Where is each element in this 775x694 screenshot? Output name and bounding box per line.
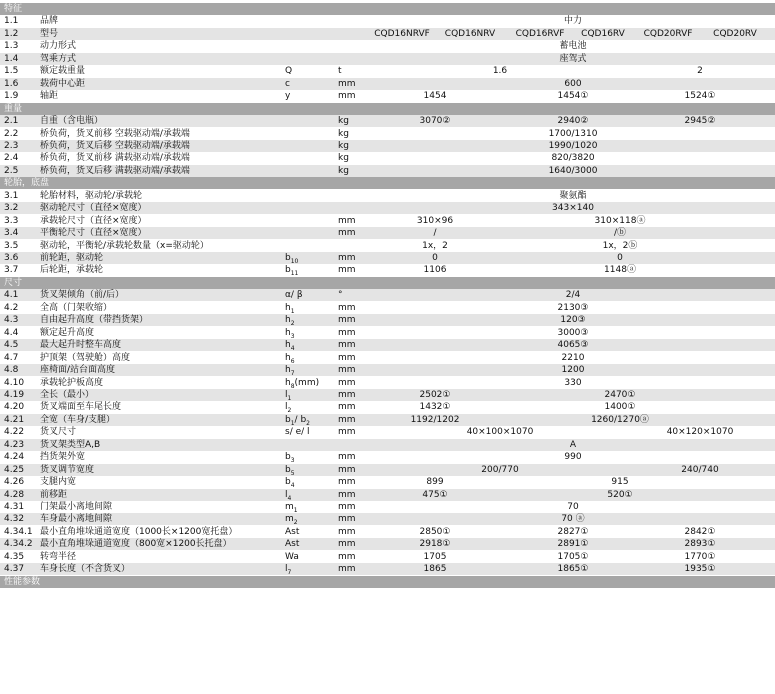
value-cell: 520① bbox=[607, 489, 633, 500]
unit: ° bbox=[338, 290, 343, 301]
section-header bbox=[0, 3, 775, 15]
value-cell: 70 ⓐ bbox=[561, 514, 585, 525]
unit: mm bbox=[338, 315, 356, 326]
row-number: 4.20 bbox=[4, 402, 25, 413]
value-cell: CQD20RV bbox=[713, 28, 757, 39]
spec-row bbox=[0, 439, 775, 451]
feature-label: 桥负荷，货叉前移 满载驱动端/承载端 bbox=[40, 153, 190, 164]
spec-row bbox=[0, 240, 775, 252]
feature-label: 型号 bbox=[40, 28, 59, 39]
value-cell: /ⓑ bbox=[613, 228, 627, 239]
symbol bbox=[285, 526, 299, 538]
spec-row bbox=[0, 352, 775, 364]
symbol-main: b bbox=[285, 265, 291, 276]
symbol-main: Q bbox=[285, 66, 293, 77]
unit: mm bbox=[338, 502, 356, 512]
unit: mm bbox=[338, 526, 356, 537]
value-cell: 40×120×1070 bbox=[666, 427, 734, 438]
symbol-main: c bbox=[285, 78, 290, 89]
spec-row bbox=[0, 377, 775, 389]
row-number: 3.1 bbox=[4, 190, 19, 201]
spec-row bbox=[0, 264, 775, 276]
feature-label: 驱动轮尺寸（直径×宽度） bbox=[40, 203, 147, 214]
row-number: 4.34.2 bbox=[4, 539, 33, 550]
value-cell: 1x，2ⓑ bbox=[602, 240, 638, 251]
unit: mm bbox=[338, 253, 356, 263]
symbol-main: b bbox=[285, 452, 291, 463]
row-number: 3.2 bbox=[4, 203, 19, 214]
value-cell: 1260/1270ⓐ bbox=[591, 414, 649, 425]
unit: mm bbox=[338, 265, 356, 276]
symbol-subscript: 3 bbox=[290, 456, 295, 464]
value-cell: 1705 bbox=[423, 551, 447, 562]
value-cell: 310×96 bbox=[416, 215, 454, 226]
unit: mm bbox=[338, 389, 356, 400]
feature-label: 桥负荷，货叉后移 满载驱动端/承载端 bbox=[40, 165, 190, 176]
value-cell: 3070② bbox=[419, 116, 451, 127]
spec-row bbox=[0, 252, 775, 264]
symbol-subscript: 4 bbox=[287, 494, 292, 502]
row-number: 3.7 bbox=[4, 265, 19, 276]
feature-label: 护顶架（驾驶舱）高度 bbox=[40, 352, 131, 363]
value-cell: 1770① bbox=[684, 551, 716, 562]
spec-row bbox=[0, 15, 775, 27]
value-cell: 1865 bbox=[423, 564, 447, 575]
symbol-subscript: 11 bbox=[290, 270, 299, 278]
feature-label: 门架最小离地间隙 bbox=[40, 502, 113, 512]
value-cell: 475① bbox=[422, 489, 448, 500]
value-cell: 1935① bbox=[684, 564, 716, 575]
unit: kg bbox=[338, 165, 349, 176]
feature-label: 载荷中心距 bbox=[40, 78, 86, 89]
feature-label: 车身长度（不含货叉） bbox=[40, 564, 131, 575]
section-title: 性能参数 bbox=[4, 576, 41, 587]
feature-label: 额定载重量 bbox=[40, 66, 86, 77]
spec-row bbox=[0, 53, 775, 65]
value-cell: 330 bbox=[564, 377, 582, 388]
feature-label: 承载轮尺寸（直径×宽度） bbox=[40, 215, 147, 226]
unit: mm bbox=[338, 215, 356, 226]
unit: mm bbox=[338, 327, 356, 338]
spec-row bbox=[0, 426, 775, 438]
value-cell: 聚氨酯 bbox=[559, 190, 587, 201]
symbol-main: Ast bbox=[285, 526, 300, 537]
feature-label: 前移距 bbox=[40, 489, 68, 500]
value-cell: 2502① bbox=[419, 389, 451, 400]
row-number: 1.4 bbox=[4, 53, 19, 64]
spec-row bbox=[0, 513, 775, 525]
feature-label: 额定起升高度 bbox=[40, 327, 95, 338]
spec-row bbox=[0, 289, 775, 301]
value-cell: 2470① bbox=[604, 389, 636, 400]
value-cell: CQD16RV bbox=[581, 28, 625, 39]
section-title: 轮胎，底盘 bbox=[4, 178, 50, 189]
section-header bbox=[0, 277, 775, 289]
spec-row bbox=[0, 476, 775, 488]
spec-row bbox=[0, 364, 775, 376]
symbol-main: h bbox=[285, 352, 291, 363]
spec-row bbox=[0, 389, 775, 401]
symbol-subscript: 10 bbox=[290, 257, 299, 265]
unit: kg bbox=[338, 140, 349, 151]
symbol-main: h bbox=[285, 340, 291, 351]
feature-label: 桥负荷，货叉后移 空载驱动端/承载端 bbox=[40, 140, 190, 151]
feature-label: 货叉调节宽度 bbox=[40, 464, 95, 475]
row-number: 2.2 bbox=[4, 128, 19, 139]
symbol-main: h bbox=[285, 302, 291, 313]
value-cell: 2893① bbox=[684, 539, 716, 550]
spec-row bbox=[0, 489, 775, 501]
spec-row bbox=[0, 538, 775, 550]
row-number: 2.5 bbox=[4, 165, 19, 176]
row-number: 1.3 bbox=[4, 41, 19, 52]
unit: mm bbox=[338, 452, 356, 463]
value-cell: 1.6 bbox=[492, 66, 508, 77]
symbol bbox=[285, 538, 299, 550]
row-number: 3.6 bbox=[4, 253, 19, 263]
symbol-subscript: 1 bbox=[293, 506, 298, 514]
symbol-subscript: 8 bbox=[290, 382, 295, 390]
spec-row bbox=[0, 115, 775, 127]
row-number: 1.5 bbox=[4, 66, 19, 77]
symbol-main: m bbox=[285, 502, 294, 512]
row-number: 4.2 bbox=[4, 302, 19, 313]
row-number: 4.28 bbox=[4, 489, 25, 500]
spec-row bbox=[0, 526, 775, 538]
feature-label: 全高（门架收缩） bbox=[40, 302, 113, 313]
row-number: 2.4 bbox=[4, 153, 19, 164]
symbol-second: / b bbox=[294, 414, 307, 425]
value-cell: 600 bbox=[564, 78, 582, 89]
feature-label: 座椅面/站台面高度 bbox=[40, 365, 116, 376]
unit: mm bbox=[338, 340, 356, 351]
spec-row bbox=[0, 227, 775, 239]
feature-label: 承载轮护板高度 bbox=[40, 377, 104, 388]
section-header bbox=[0, 576, 775, 588]
value-cell: 2 bbox=[697, 66, 703, 77]
row-number: 4.23 bbox=[4, 439, 25, 450]
section-title: 重量 bbox=[4, 103, 23, 114]
row-number: 4.31 bbox=[4, 502, 25, 512]
symbol bbox=[285, 78, 290, 90]
symbol-main: Wa bbox=[285, 551, 299, 562]
symbol-main: b bbox=[285, 477, 291, 488]
section-header bbox=[0, 177, 775, 189]
symbol-subscript: 6 bbox=[290, 357, 295, 365]
value-cell: 2842① bbox=[684, 526, 716, 537]
unit: mm bbox=[338, 91, 356, 102]
spec-row bbox=[0, 551, 775, 563]
symbol-subscript: 1 bbox=[290, 419, 295, 427]
feature-label: 轴距 bbox=[40, 91, 59, 102]
symbol-subscript: 7 bbox=[290, 369, 295, 377]
unit: mm bbox=[338, 402, 356, 413]
value-cell: 915 bbox=[611, 477, 629, 488]
section-title: 特征 bbox=[4, 4, 23, 14]
row-number: 4.10 bbox=[4, 377, 25, 388]
row-number: 4.32 bbox=[4, 514, 25, 525]
value-cell: / bbox=[433, 228, 437, 239]
value-cell: 70 bbox=[567, 502, 579, 512]
unit: mm bbox=[338, 302, 356, 313]
symbol-main: h bbox=[285, 327, 291, 338]
unit: mm bbox=[338, 514, 356, 525]
symbol-subscript: 3 bbox=[290, 332, 295, 340]
row-number: 4.1 bbox=[4, 290, 19, 301]
row-number: 4.5 bbox=[4, 340, 19, 351]
spec-row bbox=[0, 28, 775, 40]
row-number: 1.1 bbox=[4, 16, 19, 27]
value-cell: 40×100×1070 bbox=[466, 427, 534, 438]
symbol-suffix: (mm) bbox=[294, 377, 320, 388]
row-number: 4.8 bbox=[4, 365, 19, 376]
row-number: 4.22 bbox=[4, 427, 25, 438]
unit: mm bbox=[338, 564, 356, 575]
row-number: 4.25 bbox=[4, 464, 25, 475]
spec-row bbox=[0, 501, 775, 513]
value-cell: 2827① bbox=[557, 526, 589, 537]
symbol bbox=[285, 90, 290, 102]
spec-row bbox=[0, 563, 775, 575]
value-cell: 中力 bbox=[563, 16, 583, 27]
symbol-subscript: 2 bbox=[290, 320, 295, 328]
unit: mm bbox=[338, 551, 356, 562]
value-cell: 0 bbox=[617, 253, 623, 263]
symbol-main: l bbox=[285, 489, 288, 500]
value-cell: 1106 bbox=[423, 265, 447, 276]
value-cell: 2/4 bbox=[565, 290, 581, 301]
symbol-main: h bbox=[285, 365, 291, 376]
symbol-subscript: 2 bbox=[287, 407, 292, 415]
value-cell: 343×140 bbox=[552, 203, 594, 214]
value-cell: CQD20RVF bbox=[643, 28, 693, 39]
unit: mm bbox=[338, 352, 356, 363]
value-cell: 1990/1020 bbox=[548, 140, 598, 151]
symbol-main: b bbox=[285, 464, 291, 475]
row-number: 4.26 bbox=[4, 477, 25, 488]
value-cell: 990 bbox=[564, 452, 582, 463]
value-cell: 蓄电池 bbox=[559, 41, 587, 52]
symbol-main: Ast bbox=[285, 539, 300, 550]
feature-label: 驱动轮，平衡轮/承载轮数量（x=驱动轮） bbox=[40, 240, 209, 251]
symbol-subscript: 5 bbox=[290, 469, 295, 477]
value-cell: 1x，2 bbox=[422, 240, 448, 251]
value-cell: 2210 bbox=[561, 352, 585, 363]
unit: t bbox=[338, 66, 342, 77]
symbol-main: h bbox=[285, 377, 291, 388]
spec-row bbox=[0, 414, 775, 426]
value-cell: 1705① bbox=[557, 551, 589, 562]
spec-row bbox=[0, 152, 775, 164]
symbol-subscript: 2 bbox=[293, 519, 298, 527]
feature-label: 动力形式 bbox=[40, 41, 77, 52]
unit: mm bbox=[338, 489, 356, 500]
value-cell: 2891① bbox=[557, 539, 589, 550]
value-cell: 2945② bbox=[684, 116, 716, 127]
row-number: 1.6 bbox=[4, 78, 19, 89]
feature-label: 货叉架类型A,B bbox=[40, 439, 101, 450]
value-cell: 820/3820 bbox=[551, 153, 595, 164]
symbol-main: l bbox=[285, 402, 288, 413]
unit: mm bbox=[338, 539, 356, 550]
spec-row bbox=[0, 40, 775, 52]
row-number: 1.2 bbox=[4, 28, 19, 39]
symbol-main: m bbox=[285, 514, 294, 525]
value-cell: 200/770 bbox=[481, 464, 519, 475]
unit: kg bbox=[338, 128, 349, 139]
symbol-main: s/ e/ l bbox=[285, 427, 310, 438]
value-cell: 座驾式 bbox=[559, 53, 587, 64]
spec-row bbox=[0, 451, 775, 463]
row-number: 4.4 bbox=[4, 327, 19, 338]
value-cell: 2918① bbox=[419, 539, 451, 550]
spec-row bbox=[0, 190, 775, 202]
feature-label: 转弯半径 bbox=[40, 551, 77, 562]
value-cell: CQD16RVF bbox=[515, 28, 565, 39]
feature-label: 最小直角堆垛通道宽度（800宽×1200长托盘） bbox=[40, 539, 232, 550]
unit: kg bbox=[338, 153, 349, 164]
value-cell: 1432① bbox=[419, 402, 451, 413]
symbol-main: l bbox=[285, 564, 288, 575]
row-number: 3.3 bbox=[4, 215, 19, 226]
value-cell: 2130③ bbox=[557, 302, 589, 313]
symbol bbox=[285, 426, 310, 438]
row-number: 4.37 bbox=[4, 564, 25, 575]
symbol-main: l bbox=[285, 389, 288, 400]
row-number: 2.1 bbox=[4, 116, 19, 127]
spec-row bbox=[0, 327, 775, 339]
unit: mm bbox=[338, 477, 356, 488]
row-number: 2.3 bbox=[4, 140, 19, 151]
value-cell: CQD16NRVF bbox=[374, 28, 430, 39]
feature-label: 全宽（车身/支腿） bbox=[40, 414, 116, 425]
spec-row bbox=[0, 140, 775, 152]
value-cell: 1700/1310 bbox=[548, 128, 598, 139]
symbol-subscript: 2 bbox=[306, 419, 310, 427]
value-cell: 1192/1202 bbox=[410, 414, 460, 425]
row-number: 4.7 bbox=[4, 352, 19, 363]
unit: mm bbox=[338, 78, 356, 89]
symbol-subscript: 1 bbox=[287, 394, 292, 402]
symbol bbox=[285, 289, 303, 301]
spec-row bbox=[0, 165, 775, 177]
spec-row bbox=[0, 78, 775, 90]
feature-label: 最小直角堆垛通道宽度（1000长×1200宽托盘） bbox=[40, 526, 238, 537]
row-number: 4.34.1 bbox=[4, 526, 33, 537]
spec-row bbox=[0, 202, 775, 214]
symbol-main: b bbox=[285, 414, 291, 425]
feature-label: 驾乘方式 bbox=[40, 53, 77, 64]
value-cell: 1200 bbox=[561, 365, 585, 376]
unit: mm bbox=[338, 377, 356, 388]
value-cell: 4065③ bbox=[557, 340, 589, 351]
feature-label: 货叉架倾角（前/后） bbox=[40, 290, 125, 301]
value-cell: 3000③ bbox=[557, 327, 589, 338]
spec-row bbox=[0, 90, 775, 102]
feature-label: 自重（含电瓶） bbox=[40, 116, 104, 127]
value-cell: 1865① bbox=[557, 564, 589, 575]
value-cell: 2850① bbox=[419, 526, 451, 537]
row-number: 3.5 bbox=[4, 240, 19, 251]
feature-label: 桥负荷，货叉前移 空载驱动端/承载端 bbox=[40, 128, 190, 139]
symbol-subscript: 1 bbox=[290, 307, 295, 315]
symbol bbox=[285, 65, 292, 77]
spec-row bbox=[0, 401, 775, 413]
symbol-subscript: 7 bbox=[287, 569, 292, 577]
spec-row bbox=[0, 302, 775, 314]
row-number: 4.24 bbox=[4, 452, 25, 463]
feature-label: 全长（最小） bbox=[40, 389, 95, 400]
section-header bbox=[0, 103, 775, 115]
row-number: 3.4 bbox=[4, 228, 19, 239]
symbol-main: b bbox=[285, 253, 291, 263]
value-cell: 1148ⓐ bbox=[604, 265, 636, 276]
feature-label: 品牌 bbox=[40, 16, 59, 27]
row-number: 1.9 bbox=[4, 91, 19, 102]
value-cell: CQD16NRV bbox=[444, 28, 496, 39]
spec-row bbox=[0, 339, 775, 351]
feature-label: 后轮距，承载轮 bbox=[40, 265, 104, 276]
feature-label: 支腿内宽 bbox=[40, 477, 77, 488]
symbol-main: α/ β bbox=[285, 290, 303, 301]
value-cell: 120③ bbox=[560, 315, 586, 326]
feature-label: 货叉端面至车尾长度 bbox=[40, 402, 122, 413]
spec-row bbox=[0, 65, 775, 77]
symbol bbox=[285, 551, 299, 563]
value-cell: A bbox=[569, 439, 577, 450]
value-cell: 1640/3000 bbox=[548, 165, 598, 176]
unit: mm bbox=[338, 365, 356, 376]
symbol-subscript: 4 bbox=[290, 481, 295, 489]
unit: mm bbox=[338, 414, 356, 425]
row-number: 4.3 bbox=[4, 315, 19, 326]
unit: mm bbox=[338, 464, 356, 475]
symbol-main: y bbox=[285, 91, 291, 102]
row-number: 4.35 bbox=[4, 551, 25, 562]
feature-label: 轮胎材料，驱动轮/承载轮 bbox=[40, 190, 143, 201]
feature-label: 前轮距，驱动轮 bbox=[40, 253, 104, 263]
feature-label: 车身最小离地间隙 bbox=[40, 514, 113, 525]
spec-row bbox=[0, 464, 775, 476]
value-cell: 240/740 bbox=[681, 464, 719, 475]
spec-row bbox=[0, 314, 775, 326]
value-cell: 1400① bbox=[604, 402, 636, 413]
spec-row bbox=[0, 128, 775, 140]
feature-label: 货叉尺寸 bbox=[40, 427, 77, 438]
value-cell: 2940② bbox=[557, 116, 589, 127]
feature-label: 最大起升时整车高度 bbox=[40, 340, 122, 351]
value-cell: 1454① bbox=[557, 91, 589, 102]
feature-label: 平衡轮尺寸（直径×宽度） bbox=[40, 228, 147, 239]
spec-row bbox=[0, 215, 775, 227]
row-number: 4.19 bbox=[4, 389, 25, 400]
feature-label: 自由起升高度（带挡货架） bbox=[40, 315, 149, 326]
value-cell: 899 bbox=[426, 477, 444, 488]
unit: mm bbox=[338, 427, 356, 438]
value-cell: 310×118ⓐ bbox=[594, 215, 646, 226]
value-cell: 0 bbox=[432, 253, 438, 263]
value-cell: 1524① bbox=[684, 91, 716, 102]
symbol-main: h bbox=[285, 315, 291, 326]
feature-label: 挡货架外宽 bbox=[40, 452, 86, 463]
row-number: 4.21 bbox=[4, 414, 25, 425]
unit: mm bbox=[338, 228, 356, 239]
value-cell: 1454 bbox=[423, 91, 447, 102]
unit: kg bbox=[338, 116, 349, 127]
section-title: 尺寸 bbox=[4, 277, 23, 288]
symbol-subscript: 4 bbox=[290, 344, 295, 352]
